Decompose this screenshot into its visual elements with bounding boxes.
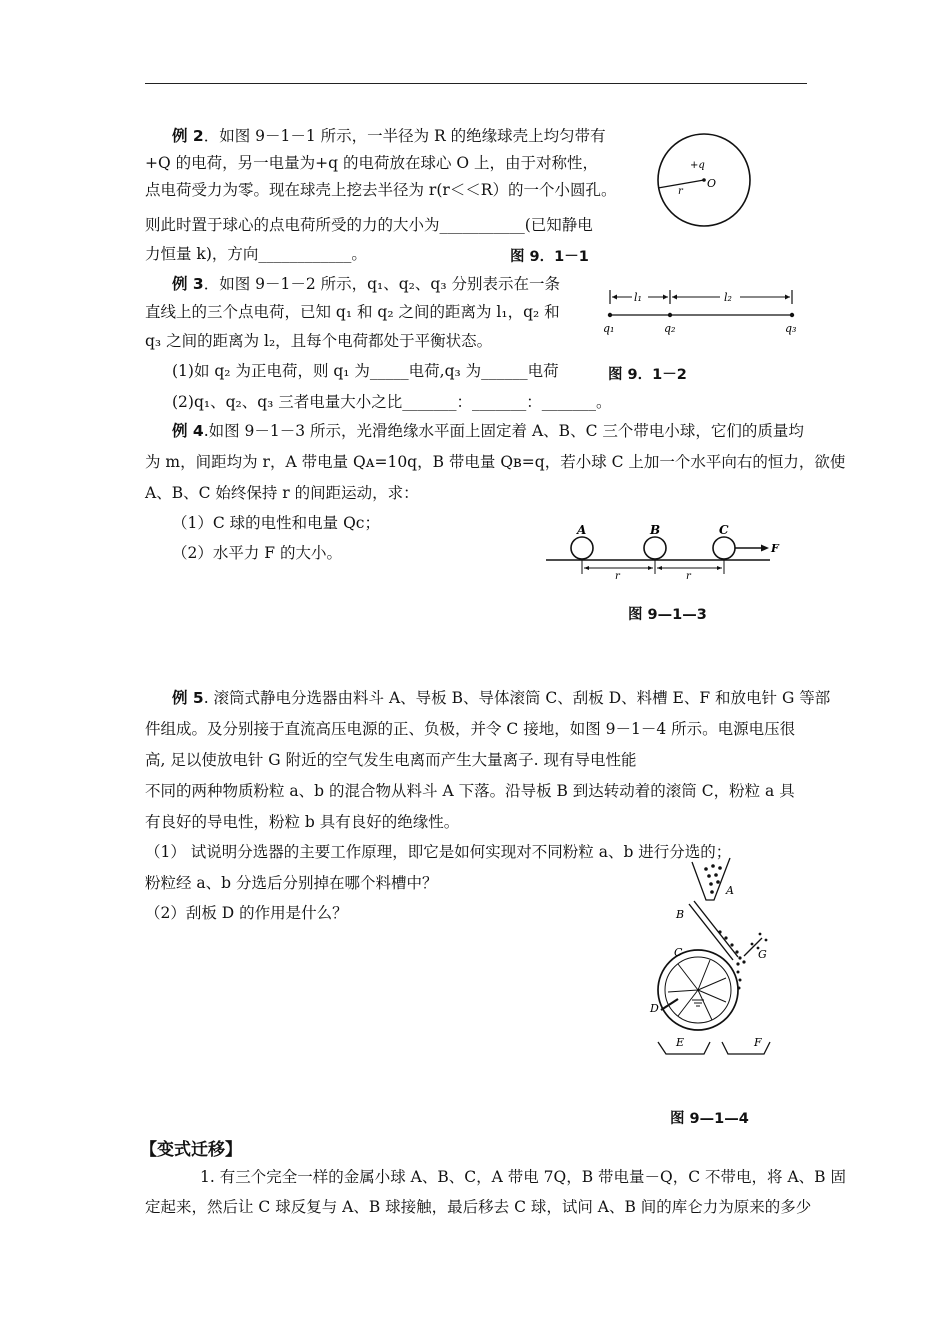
figure-caption-9-1-3: 图 9—1—3 (628, 607, 707, 623)
ex5-question-2: （2）刮板 D 的作用是什么？ (145, 904, 348, 922)
header-rule (145, 83, 807, 84)
ex5-question-1b: 粉粒经 a、b 分选后分别掉在哪个料槽中？ (145, 874, 438, 892)
figure-caption-9-1-1: 图 9．1－1 (510, 249, 589, 265)
trough-f (722, 1042, 770, 1054)
distance-r-label-2: r (686, 571, 691, 582)
ex2-line-2: +Q 的电荷，另一电量为+q 的电荷放在球心 O 上，由于对称性， (145, 154, 599, 172)
ball-a (571, 537, 593, 559)
radius-label: r (678, 186, 683, 197)
ex5-label: 例 5 (172, 689, 204, 707)
ex2-line-3: 点电荷受力为零。现在球壳上挖去半径为 r(r＜＜R）的一个小圆孔。 (145, 181, 617, 199)
ex2-line-4: 则此时置于球心的点电荷所受的力的大小为___________(已知静电 (145, 216, 593, 234)
ball-a-label: A (577, 523, 587, 537)
ex4-line-1: 例 4.如图 9－1－3 所示，光滑绝缘水平面上固定着 A、B、C 三个带电小球，它们的质量均 (172, 422, 804, 440)
label-e: E (676, 1036, 685, 1049)
ex5-line-4: 不同的两种物质粉粒 a、b 的混合物从料斗 A 下落。沿导板 B 到达转动着的滚筒 C，粉粒 a 具 (145, 782, 795, 800)
ex5-line-5: 有良好的导电性，粉粒 b 具有良好的绝缘性。 (145, 813, 460, 831)
ex5-line-1: 例 5. 滚筒式静电分选器由料斗 A、导板 B、导体滚筒 C、刮板 D、料槽 E、F 和放电针 G 等部 (172, 689, 831, 707)
section-paragraph-line-2: 定起来，然后让 C 球反复与 A、B 球接触，最后移去 C 球，试问 A、B 间的库仑力为原来的多少 (145, 1198, 812, 1216)
charge-label: +q (690, 160, 705, 171)
ex2-label: 例 2 (172, 127, 204, 145)
ex4-question-2: （2）水平力 F 的大小。 (172, 544, 342, 562)
ex5-line-2: 件组成。及分别接于直流高压电源的正、负极，并令 C 接地，如图 9－1－4 所示。电源电压很 (145, 720, 796, 738)
label-a: A (726, 884, 734, 897)
figure-9-1-3-balls (542, 518, 782, 582)
charge-q3 (790, 313, 794, 317)
q2-label: q₂ (664, 322, 676, 335)
label-b: B (676, 908, 685, 921)
ex4-label: 例 4 (172, 422, 204, 440)
distance-l2-label: l₂ (724, 291, 732, 304)
ex3-line-3: q₃ 之间的距离为 l₂，且每个电荷都处于平衡状态。 (145, 332, 493, 350)
ex3-label: 例 3 (172, 275, 204, 293)
ex4-line-2: 为 m，间距均为 r，A 带电量 Qᴀ=10q，B 带电量 Qʙ=q，若小球 C 上加一个水平向右的恒力，欲使 (145, 453, 846, 471)
hopper-a (692, 858, 730, 900)
force-label: F (771, 542, 779, 555)
figure-caption-9-1-4: 图 9—1—4 (670, 1111, 749, 1127)
ex5-question-1a: （1） 试说明分选器的主要工作原理，即它是如何实现对不同粉粒 a、b 进行分选的； (145, 843, 732, 861)
ex2-line-1: 例 2．如图 9－1－1 所示，一半径为 R 的绝缘球壳上均匀带有 (172, 127, 606, 145)
scraper-d (661, 999, 678, 1010)
charge-q1 (608, 313, 612, 317)
ex4-question-1: （1）C 球的电性和电量 Qc； (172, 514, 380, 532)
ball-b (644, 537, 666, 559)
center-label: O (707, 177, 717, 190)
ball-c (713, 537, 735, 559)
label-f: F (754, 1036, 762, 1049)
section-paragraph-line-1: 1. 有三个完全一样的金属小球 A、B、C，A 带电 7Q，B 带电量－Q，C 不带电，将 A、B 固 (200, 1168, 846, 1186)
figure-caption-9-1-2: 图 9．1－2 (608, 367, 687, 383)
label-g: G (758, 948, 767, 961)
ball-b-label: B (650, 523, 661, 537)
ex2-line-5: 力恒量 k)，方向____________。 (145, 245, 367, 263)
ex4-line-3: A、B、C 始终保持 r 的间距运动，求： (145, 484, 419, 502)
ex3-line-4: (1)如 q₂ 为正电荷，则 q₁ 为_____电荷,q₃ 为______电荷 (172, 362, 559, 380)
figure-9-1-4-separator (648, 852, 778, 1064)
ex3-line-2: 直线上的三个点电荷，已知 q₁ 和 q₂ 之间的距离为 l₁，q₂ 和 (145, 303, 560, 321)
figure-9-1-2-charges (598, 282, 808, 338)
ball-c-label: C (719, 523, 729, 537)
ex3-line-1: 例 3．如图 9－1－2 所示，q₁、q₂、q₃ 分别表示在一条 (172, 275, 560, 293)
q3-label: q₃ (785, 322, 797, 335)
label-d: D (650, 1002, 659, 1015)
q1-label: q₁ (603, 322, 615, 335)
center-point (702, 178, 706, 182)
distance-l1-label: l₁ (634, 291, 642, 304)
charge-q2 (668, 313, 672, 317)
figure-9-1-1-sphere (650, 128, 760, 232)
section-title: 【变式迁移】 (140, 1140, 242, 1160)
ex3-line-5: (2)q₁、q₂、q₃ 三者电量大小之比_______：_______：_______。 (172, 393, 612, 411)
label-c: C (674, 946, 683, 959)
distance-r-label-1: r (615, 571, 620, 582)
ex5-line-3: 高, 足以使放电针 G 附近的空气发生电离而产生大量离子. 现有导电性能 (145, 751, 637, 769)
